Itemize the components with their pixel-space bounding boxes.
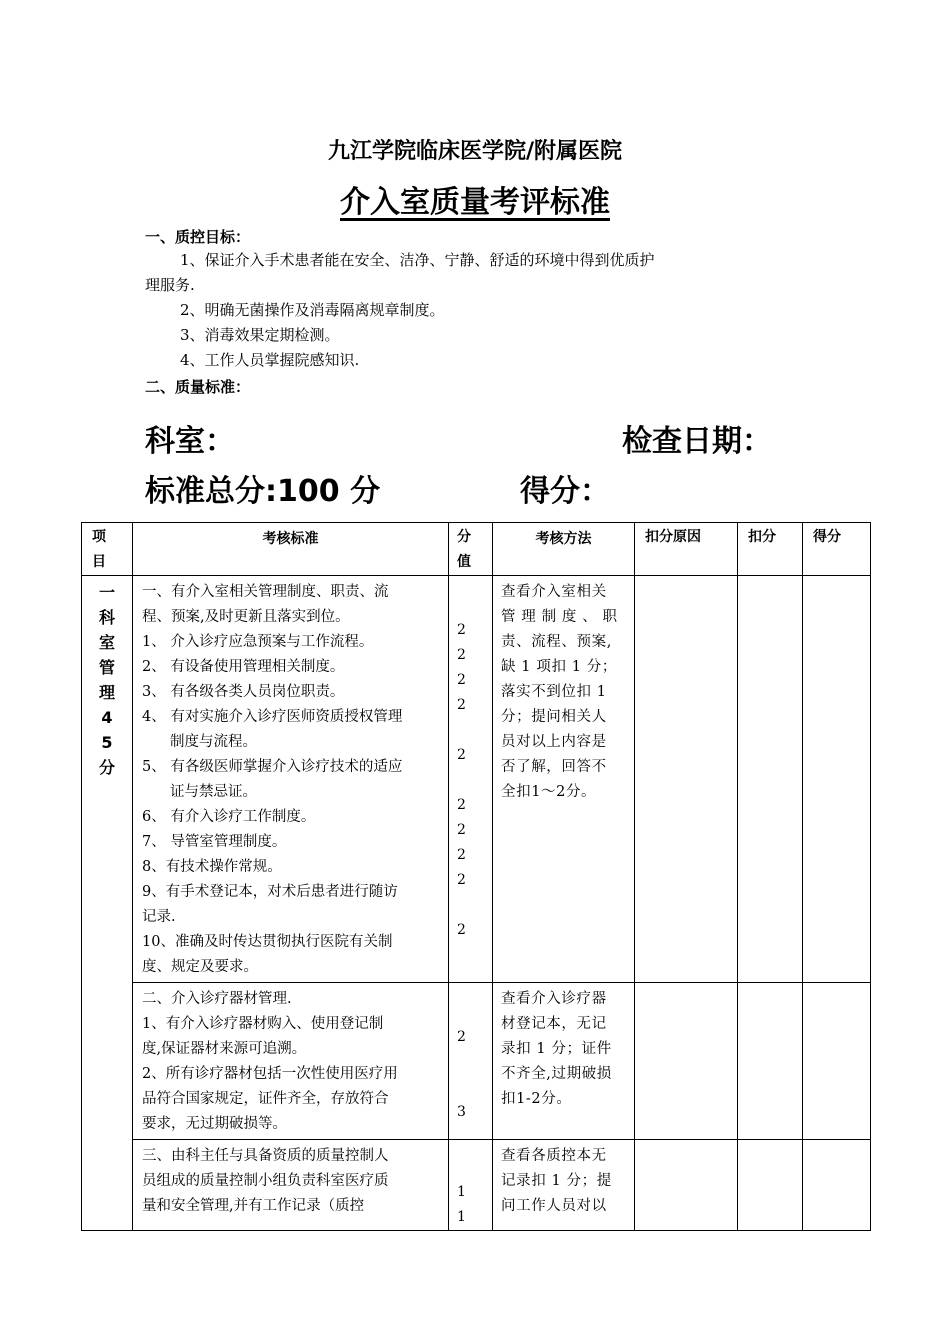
deduct-cell[interactable]	[738, 576, 803, 983]
quality-heading: 二、质量标准：	[145, 378, 251, 396]
points-cell: 2 3	[449, 983, 493, 1140]
score-label: 得分：	[520, 474, 610, 509]
points-cell: 1 1	[449, 1140, 493, 1231]
header-score: 得分	[803, 523, 871, 576]
table-row	[82, 1140, 871, 1231]
document-title	[0, 177, 950, 221]
table-row	[82, 576, 871, 983]
table-row	[82, 983, 871, 1140]
score-cell[interactable]	[803, 983, 871, 1140]
method-cell: 查看介入诊疗器 材登记本，无记 录扣 1 分；证件 不齐全,过期破损 扣1-2分。	[493, 983, 635, 1140]
points-cell: 2 2 2 2 2 2 2 2 2 2	[449, 576, 493, 983]
header-reason: 扣分原因	[635, 523, 738, 576]
goal-line: 2、明确无菌操作及消毒隔离规章制度。	[180, 301, 445, 319]
total-score-label: 标准总分:100 分	[145, 474, 381, 509]
school-title: 九江学院临床医学院/附属医院	[327, 139, 623, 164]
goal-line: 3、消毒效果定期检测。	[180, 326, 340, 344]
reason-cell[interactable]	[635, 576, 738, 983]
header-item: 项目	[82, 523, 133, 576]
goal-line: 4、工作人员掌握院感知识.	[180, 351, 360, 369]
deduct-cell[interactable]	[738, 1140, 803, 1231]
header-standard: 考核标准	[133, 523, 449, 576]
score-cell[interactable]	[803, 1140, 871, 1231]
standard-cell: 一、有介入室相关管理制度、职责、流 程、预案,及时更新且落实到位。 1、 介入诊疗应急预案与工作流程。 2、 有设备使用管理相关制度。 3、 有各级各类人员岗位职责。 4、 有对实施介入诊疗医师资质授权管理 制度与流程。 5、 有各级医师掌握介入诊疗技术的适应 证与禁忌证。 6、 有介入诊疗工作制度。 7、 导管室管理制度。 8、有技术操作常规。 9、有手术登记本，对术后患者进行随访 记录. 10、准确及时传达贯彻执行医院有关制 度、规定及要求。	[133, 576, 449, 983]
goal-line: 理服务.	[145, 276, 195, 294]
standard-cell: 二、介入诊疗器材管理. 1、有介入诊疗器材购入、使用登记制 度,保证器材来源可追溯。 2、所有诊疗器材包括一次性使用医疗用 品符合国家规定，证件齐全，存放符合 要求，无过期破损等。	[133, 983, 449, 1140]
method-cell: 查看介入室相关 管 理 制 度 、 职 责、流程、预案, 缺 1 项扣 1 分； 落实不到位扣 1 分；提问相关人 员对以上内容是 否了解，回答不 全扣1～2分。	[493, 576, 635, 983]
goal-line: 1、保证介入手术患者能在安全、洁净、宁静、舒适的环境中得到优质护	[180, 251, 655, 269]
method-cell: 查看各质控本无 记录扣 1 分；提 问工作人员对以	[493, 1140, 635, 1231]
header-method: 考核方法	[493, 523, 635, 576]
reason-cell[interactable]	[635, 1140, 738, 1231]
evaluation-table	[81, 522, 871, 1231]
standard-cell: 三、由科主任与具备资质的质量控制人 员组成的质量控制小组负责科室医疗质 量和安全管理,并有工作记录（质控	[133, 1140, 449, 1231]
table-header-row	[82, 523, 871, 576]
deduct-cell[interactable]	[738, 983, 803, 1140]
dept-label: 科室：	[145, 424, 235, 459]
goals-heading: 一、质控目标：	[145, 228, 251, 246]
document-title-text: 介入室质量考评标准	[340, 185, 610, 220]
item-cell: 一科室管理45分	[82, 576, 133, 1231]
score-cell[interactable]	[803, 576, 871, 983]
header-deduct: 扣分	[738, 523, 803, 576]
date-label: 检查日期：	[622, 424, 772, 459]
reason-cell[interactable]	[635, 983, 738, 1140]
header-points: 分值	[449, 523, 493, 576]
